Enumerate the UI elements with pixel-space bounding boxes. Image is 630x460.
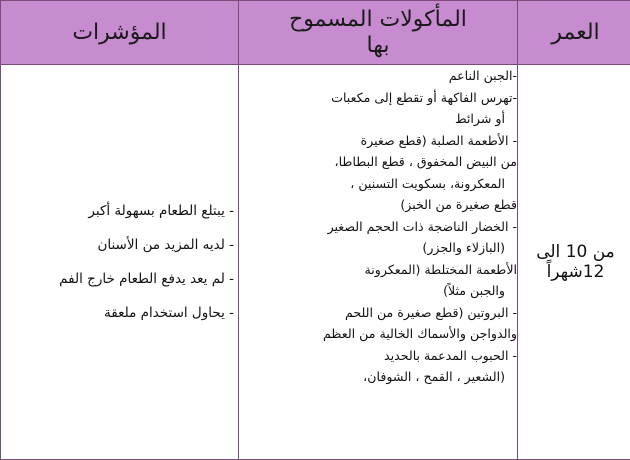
- signs-line: - لديه المزيد من الأسنان: [97, 237, 234, 253]
- foods-line: - الأطعمة الصلبة (قطع صغيرة: [360, 132, 517, 148]
- signs-line: - لم يعد يدفع الطعام خارج الفم: [59, 271, 234, 287]
- header-foods: [239, 1, 518, 65]
- foods-line: -الجبن الناعم: [448, 68, 517, 83]
- foods-cell: [239, 65, 518, 460]
- header-signs: المؤشرات: [1, 1, 239, 65]
- foods-line: (البازلاء والجزر): [422, 240, 505, 255]
- header-age: العمر: [518, 1, 630, 65]
- age-cell: من 10 الى 12شهراً: [518, 65, 630, 460]
- foods-line: - الخضار الناضجة ذات الحجم الصغير: [327, 218, 517, 234]
- foods-line: قطع صغيرة من الخبز): [400, 197, 517, 212]
- foods-line: الأطعمة المختلطة (المعكرونة: [364, 261, 517, 277]
- foods-line: أو شرائط: [454, 111, 505, 126]
- signs-cell: [1, 65, 239, 460]
- foods-line: والجبن مثلاً): [443, 283, 505, 298]
- signs-line: - يحاول استخدام ملعقة: [104, 305, 234, 321]
- header-foods-label: المأكولات المسموح بها: [289, 7, 467, 58]
- foods-line: - الحبوب المدعمة بالحديد: [384, 347, 517, 363]
- table-row: [1, 65, 630, 460]
- foods-line: والدواجن والأسماك الخالية من العظم: [323, 326, 517, 341]
- foods-line: (الشعير ، القمح ، الشوفان،: [363, 369, 505, 384]
- foods-line: - البروتين (قطع صغيرة من اللحم: [344, 304, 517, 320]
- foods-line: المعكرونة، بسكويت التسنين ،: [350, 175, 505, 191]
- foods-line: من البيض المخفوق ، قطع البطاطا،: [334, 154, 517, 169]
- table-header-row: [1, 1, 630, 65]
- signs-line: - يبتلع الطعام بسهولة أكبر: [88, 203, 234, 219]
- foods-line: -تهرس الفاكهة أو تقطع إلى مكعبات: [331, 89, 517, 105]
